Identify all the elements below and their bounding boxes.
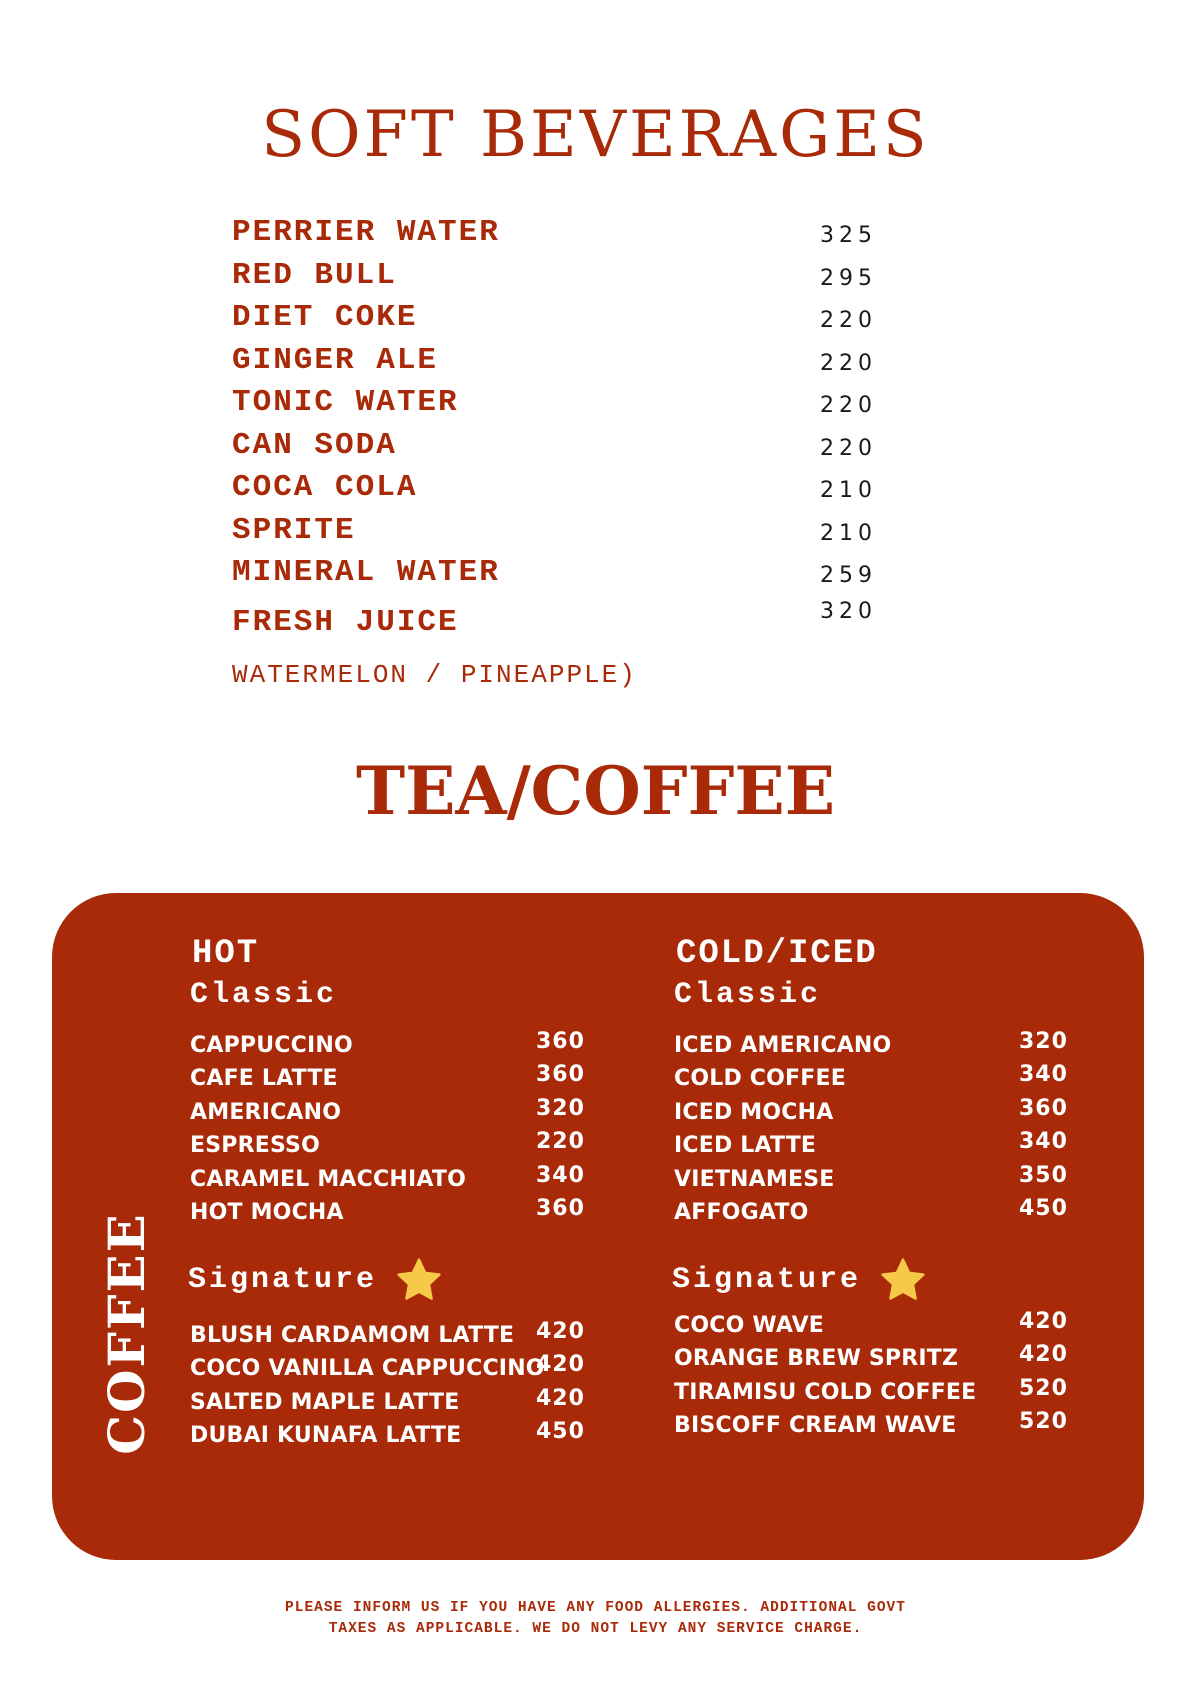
item-price: 320 [536,1095,585,1121]
item-name: GINGER ALE [232,342,439,378]
list-item [232,258,882,301]
item-name: AFFOGATO [674,1199,809,1225]
list-item [674,1309,1114,1346]
hot-heading: HOT [192,935,260,973]
list-item [190,1129,630,1166]
item-name: AMERICANO [190,1099,342,1125]
item-name: PERRIER WATER [232,215,500,250]
cold-signature-list [674,1309,1114,1447]
signature-label: Signature [672,1263,862,1297]
list-item [674,1029,1114,1066]
signature-label: Signature [188,1263,378,1297]
list-item [674,1062,1114,1099]
item-price: 450 [1019,1195,1068,1221]
list-item [232,385,882,428]
list-item [674,1375,1114,1413]
item-price: 340 [1019,1129,1068,1155]
item-name: FRESH JUICE [232,605,459,640]
list-item [674,1129,1114,1166]
item-name: BISCOFF CREAM WAVE [674,1413,957,1439]
item-name: ORANGE BREW SPRITZ [674,1346,959,1372]
item-name: CAFE LATTE [190,1066,338,1092]
item-price: 295 [820,265,877,291]
fresh-juice-note: WATERMELON / PINEAPPLE) [232,660,637,690]
item-price: 220 [820,435,877,461]
item-price: 320 [820,599,877,624]
item-price: 350 [1019,1162,1068,1188]
cold-classic-list [674,1029,1114,1233]
item-name: BLUSH CARDAMOM LATTE [190,1323,515,1348]
coffee-panel [52,893,1144,1560]
star-icon [879,1256,927,1304]
item-price: 220 [820,308,877,333]
item-price: 220 [820,393,877,418]
item-price: 420 [1019,1342,1068,1368]
item-name: COCO WAVE [674,1313,825,1338]
footer-line: PLEASE INFORM US IF YOU HAVE ANY FOOD ALLERGIES. ADDITIONAL GOVT [285,1600,906,1616]
side-label-text: COFFEE [96,1211,156,1455]
list-item [190,1319,630,1356]
item-name: ICED MOCHA [674,1099,834,1125]
item-price: 220 [820,350,877,376]
item-price: 325 [820,223,877,248]
list-item [674,1095,1114,1133]
footer-note [0,1598,1191,1640]
item-name: ESPRESSO [190,1133,320,1159]
item-name: TIRAMISU COLD COFFEE [674,1379,977,1405]
list-item [232,300,882,343]
item-name: DUBAI KUNAFA LATTE [190,1423,462,1449]
item-name: MINERAL WATER [232,555,500,590]
list-item [190,1029,630,1066]
list-item [190,1095,630,1133]
item-price: 520 [1019,1409,1068,1435]
list-item [232,555,882,598]
soft-beverages-title: SOFT BEVERAGES [261,98,930,172]
item-price: 210 [820,520,877,546]
item-price: 360 [536,1062,585,1088]
item-price: 259 [820,563,877,588]
item-price: 360 [1019,1095,1068,1121]
item-name: TONIC WATER [232,385,459,420]
fresh-juice-item [232,599,882,645]
hot-classic-list [190,1029,630,1233]
list-item [232,343,882,386]
item-price: 220 [536,1129,585,1155]
item-price: 420 [536,1385,585,1411]
item-name: CAN SODA [232,427,397,463]
list-item [674,1162,1114,1200]
tea-coffee-title: TEA/COFFEE [355,752,836,830]
list-item [190,1162,630,1200]
item-name: ICED LATTE [674,1133,817,1159]
coffee-side-label [96,1213,156,1453]
soft-beverages-list [232,215,882,598]
hot-classic-heading: Classic [190,978,338,1012]
list-item [232,428,882,471]
item-price: 340 [1019,1062,1068,1088]
item-name: SALTED MAPLE LATTE [190,1389,460,1415]
list-item [674,1409,1114,1446]
item-price: 210 [820,478,877,503]
hot-signature-heading [188,1255,443,1305]
item-name: RED BULL [232,257,397,293]
item-price: 420 [536,1352,585,1378]
item-name: COCO VANILLA CAPPUCCINO [190,1356,545,1382]
item-name: DIET COKE [232,300,418,335]
list-item [190,1419,630,1456]
item-name: HOT MOCHA [190,1199,344,1225]
item-price: 360 [536,1195,585,1221]
item-price: 450 [536,1419,585,1445]
cold-classic-heading: Classic [674,978,822,1012]
item-name: COLD COFFEE [674,1066,846,1092]
list-item [232,470,882,513]
item-name: SPRITE [232,512,356,548]
item-price: 520 [1019,1375,1068,1401]
item-name: COCA COLA [232,470,418,505]
list-item [190,1352,630,1389]
star-icon [395,1256,443,1304]
item-price: 420 [1019,1309,1068,1334]
item-price: 420 [536,1319,585,1344]
item-price: 320 [1019,1029,1068,1054]
item-name: VIETNAMESE [674,1166,835,1192]
list-item [674,1195,1114,1233]
list-item [190,1062,630,1099]
list-item [190,1195,630,1233]
list-item [232,215,882,258]
list-item [674,1342,1114,1379]
item-name: CAPPUCCINO [190,1033,353,1058]
cold-heading: COLD/ICED [676,935,878,973]
item-price: 340 [536,1162,585,1188]
item-name: ICED AMERICANO [674,1033,892,1058]
item-name: CARAMEL MACCHIATO [190,1166,466,1192]
list-item [232,513,882,556]
list-item [190,1385,630,1423]
item-price: 360 [536,1029,585,1054]
hot-signature-list [190,1319,630,1457]
cold-signature-heading [672,1255,927,1305]
footer-line: TAXES AS APPLICABLE. WE DO NOT LEVY ANY SERVICE CHARGE. [328,1621,863,1637]
